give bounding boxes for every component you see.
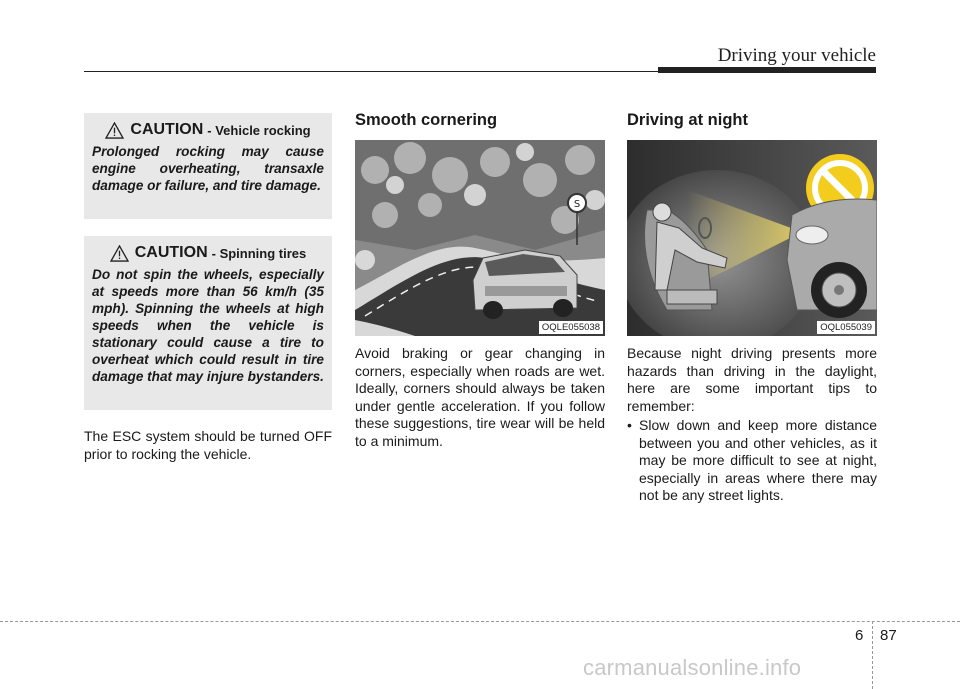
section-number: 6 [855,627,864,644]
footer-rule [0,621,960,622]
section-heading-smooth-cornering: Smooth cornering [355,111,498,129]
caution-box-spinning-tires [84,236,332,410]
caution-box-vehicle-rocking [84,113,332,219]
watermark: carmanualsonline.info [583,655,802,680]
snowy-mountain-road-image [355,140,605,336]
night-driving-intro: Because night driving presents more hazards than driving in the daylight, here are some important tips to remember: [627,345,877,414]
esc-note: The ESC system should be turned OFF prior to rocking the vehicle. [84,428,332,462]
caution-text: Prolonged rocking may cause engine overheating, transaxle damage or failure, and tire damage. [92,144,324,193]
headlight-glare-image [627,140,877,336]
caution-subtitle: - Vehicle rocking [207,122,311,138]
caution-heading [92,244,324,262]
figure-code: OQL055039 [817,321,875,334]
smooth-cornering-text: Avoid braking or gear changing in corners, especially when roads are wet. Ideally, corners should always be taken under gentle acceleration. If you follow these suggestions, tire wear will be held to a minimum. [355,345,605,449]
page-number-divider [872,621,873,689]
caution-heading [92,121,324,139]
list-item [627,417,877,505]
caution-subtitle: - Spinning tires [211,245,307,261]
bullet-text: Slow down and keep more distance between you and other vehicles, as it may be more difficult to see at night, especially in areas where there may not be any street lights. [639,417,877,503]
warning-triangle-icon [110,245,129,262]
warning-triangle-icon [105,122,124,139]
figure-code: OQLE055038 [539,321,603,334]
svg-text:S: S [573,199,581,210]
night-driving-illustration [627,140,877,336]
section-heading-driving-at-night: Driving at night [627,111,748,129]
cornering-illustration [355,140,605,336]
caution-label: CAUTION [130,121,204,138]
caution-label: CAUTION [134,244,208,261]
bullet-marker: • [627,417,632,433]
header-rule-accent [658,67,876,73]
running-header: Driving your vehicle [717,45,876,66]
caution-text: Do not spin the wheels, especially at speeds more than 56 km/h (35 mph). Spinning the wheels at high speeds when the vehicle is stationary could cause a tire to overheat which could result in tire damage that may injure bystanders. [92,267,324,384]
page-number: 87 [880,627,897,644]
